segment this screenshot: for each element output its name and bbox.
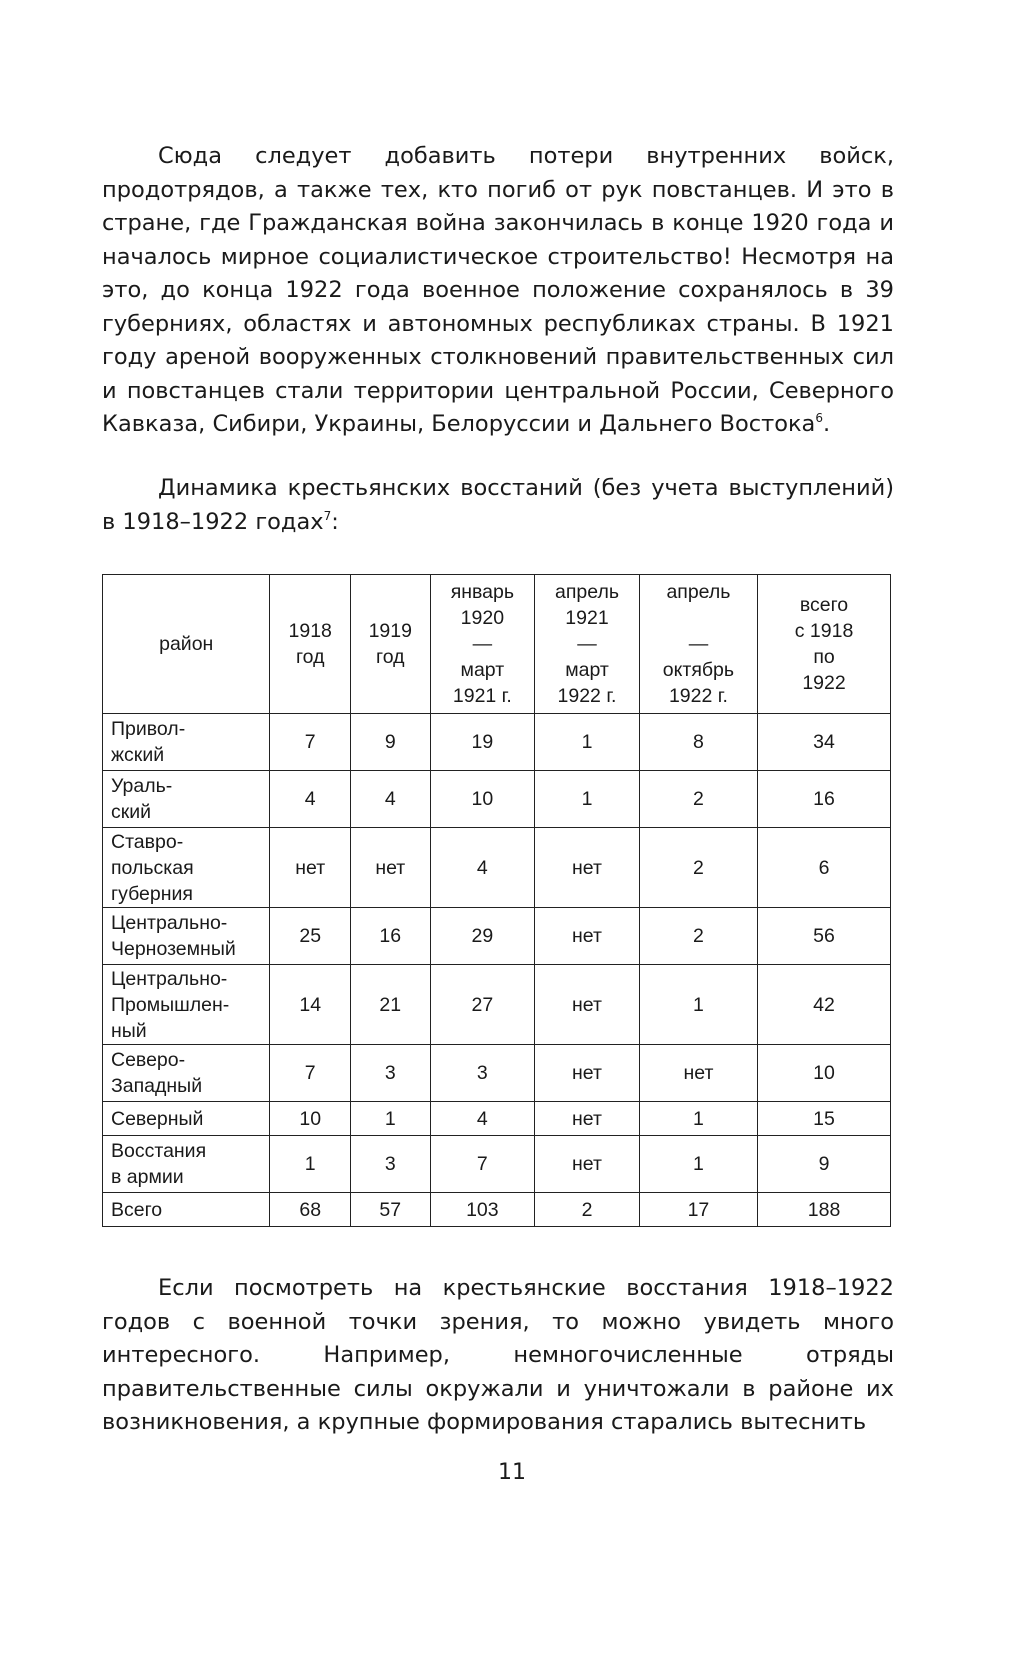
header-1918: 1918 год (270, 575, 351, 714)
value-cell: 4 (351, 771, 431, 828)
value-cell: 2 (535, 1193, 640, 1227)
header-apr1921-mar1922: апрель 1921 — март 1922 г. (535, 575, 640, 714)
region-cell: Всего (103, 1193, 270, 1227)
paragraph-military-view (102, 1272, 894, 1440)
value-cell: 56 (758, 908, 891, 965)
table-row (103, 1193, 891, 1227)
value-cell: нет (535, 965, 640, 1045)
value-cell: 16 (351, 908, 431, 965)
header-jan1920-mar1921: январь 1920 — март 1921 г. (430, 575, 535, 714)
value-cell: 19 (430, 714, 535, 771)
value-cell: 9 (758, 1136, 891, 1193)
value-cell: 14 (270, 965, 351, 1045)
value-cell: 7 (430, 1136, 535, 1193)
value-cell: 4 (430, 1102, 535, 1136)
value-cell: 3 (351, 1136, 431, 1193)
value-cell: 10 (270, 1102, 351, 1136)
value-cell: 1 (639, 965, 757, 1045)
value-cell: 1 (639, 1136, 757, 1193)
value-cell: нет (535, 1136, 640, 1193)
value-cell: 1 (535, 771, 640, 828)
value-cell: 7 (270, 1045, 351, 1102)
value-cell: нет (535, 908, 640, 965)
paragraph-end: . (822, 411, 831, 437)
header-1919: 1919 год (351, 575, 431, 714)
table-row (103, 714, 891, 771)
footnote-ref[interactable]: 7 (323, 508, 332, 523)
region-cell: Северный (103, 1102, 270, 1136)
value-cell: 42 (758, 965, 891, 1045)
paragraph-text: Если посмотреть на крестьянские восстания 1918–1922 годов с военной точки зрения, то можно увидеть много интересного. Например, немногочисленные отряды правительственные силы окружали и уничтожали в районе их возникновения, а крупные формирования старались вытеснить (102, 1275, 894, 1435)
header-total: всего с 1918 по 1922 (758, 575, 891, 714)
footnote-ref[interactable]: 6 (815, 411, 823, 425)
value-cell: 25 (270, 908, 351, 965)
value-cell: 4 (270, 771, 351, 828)
value-cell: 1 (351, 1102, 431, 1136)
caption-text: Динамика крестьянских восстаний (без учета выступлений) в 1918–1922 годах (102, 475, 894, 535)
value-cell: 57 (351, 1193, 431, 1227)
value-cell: 3 (351, 1045, 431, 1102)
value-cell: нет (535, 1102, 640, 1136)
value-cell: нет (535, 828, 640, 908)
page-number: 11 (498, 1460, 526, 1485)
value-cell: 29 (430, 908, 535, 965)
paragraph-table-caption (102, 472, 894, 539)
value-cell: 68 (270, 1193, 351, 1227)
value-cell: 34 (758, 714, 891, 771)
table-body (103, 714, 891, 1227)
region-cell: Ставро- польская губерния (103, 828, 270, 908)
value-cell: 8 (639, 714, 757, 771)
region-cell: Северо- Западный (103, 1045, 270, 1102)
value-cell: 6 (758, 828, 891, 908)
header-region: район (103, 575, 270, 714)
value-cell: 16 (758, 771, 891, 828)
value-cell: 2 (639, 908, 757, 965)
value-cell: 17 (639, 1193, 757, 1227)
value-cell: 1 (535, 714, 640, 771)
value-cell: 1 (270, 1136, 351, 1193)
value-cell: 9 (351, 714, 431, 771)
region-cell: Привол- жский (103, 714, 270, 771)
value-cell: 2 (639, 771, 757, 828)
value-cell: 10 (430, 771, 535, 828)
value-cell: 10 (758, 1045, 891, 1102)
paragraph-text: Сюда следует добавить потери внутренних войск, продотрядов, а также тех, кто погиб от рук повстанцев. И это в стране, где Гражданская война закончилась в конце 1920 года и началось мирное социалистическое строительство! Несмотря на это, до конца 1922 года военное положение сохранялось в 39 губерниях, областях и автономных республиках страны. В 1921 году ареной вооруженных столкновений правительственных сил и повстанцев стали территории центральной России, Северного Кавказа, Сибири, Украины, Белоруссии и Дальнего Востока (102, 143, 894, 437)
value-cell: нет (270, 828, 351, 908)
paragraph-losses (102, 140, 894, 442)
value-cell: 21 (351, 965, 431, 1045)
table-row (103, 1045, 891, 1102)
table-row (103, 828, 891, 908)
table-row (103, 908, 891, 965)
region-cell: Ураль- ский (103, 771, 270, 828)
value-cell: 3 (430, 1045, 535, 1102)
region-cell: Центрально- Промышлен- ный (103, 965, 270, 1045)
value-cell: 4 (430, 828, 535, 908)
value-cell: 7 (270, 714, 351, 771)
value-cell: 1 (639, 1102, 757, 1136)
uprisings-table (102, 574, 891, 1227)
header-apr-oct1922: апрель — октябрь 1922 г. (639, 575, 757, 714)
table-row (103, 1136, 891, 1193)
value-cell: 27 (430, 965, 535, 1045)
region-cell: Восстания в армии (103, 1136, 270, 1193)
table-row (103, 771, 891, 828)
value-cell: 15 (758, 1102, 891, 1136)
value-cell: нет (351, 828, 431, 908)
value-cell: 103 (430, 1193, 535, 1227)
value-cell: нет (535, 1045, 640, 1102)
caption-end: : (331, 508, 339, 535)
value-cell: нет (639, 1045, 757, 1102)
table-row (103, 1102, 891, 1136)
region-cell: Центрально- Черноземный (103, 908, 270, 965)
value-cell: 188 (758, 1193, 891, 1227)
table-header-row (103, 575, 891, 714)
value-cell: 2 (639, 828, 757, 908)
table-row (103, 965, 891, 1045)
